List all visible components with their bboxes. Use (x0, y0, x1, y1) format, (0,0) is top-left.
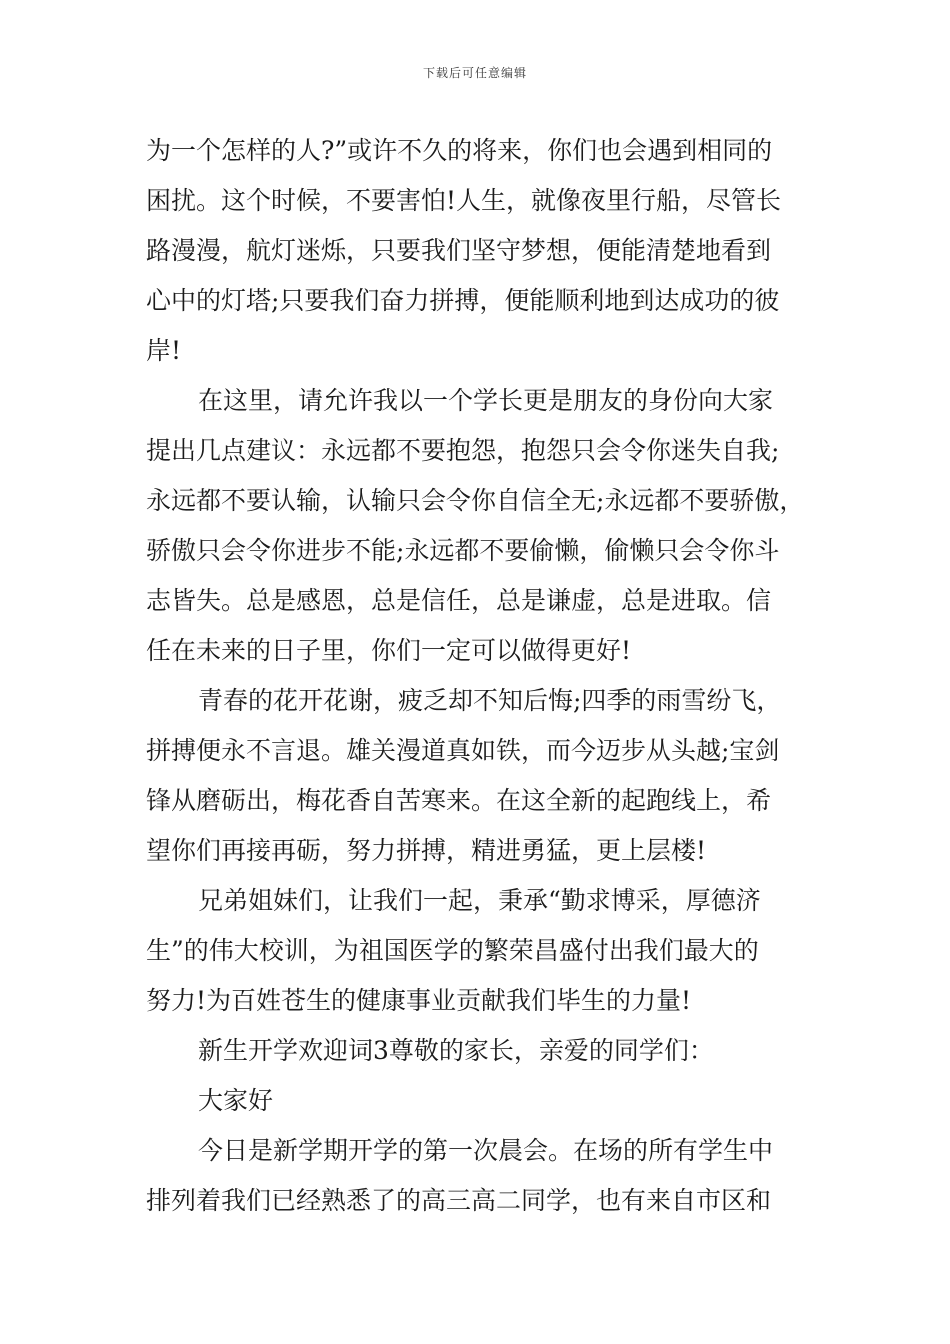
text-line: 路漫漫，航灯迷烁，只要我们坚守梦想，便能清楚地看到 (146, 236, 772, 265)
text-line: 排列着我们已经熟悉了的高三高二同学，也有来自市区和 (146, 1186, 772, 1215)
paragraph-start-line: 新生开学欢迎词3尊敬的家长，亲爱的同学们： (198, 1036, 714, 1065)
paragraph-start-line: 大家好 (198, 1086, 274, 1115)
paragraph-start-line: 兄弟姐妹们，让我们一起，秉承“勤求博采，厚德济 (198, 886, 761, 915)
text-line: 骄傲只会令你进步不能;永远都不要偷懒，偷懒只会令你斗 (146, 536, 780, 565)
paragraph-start-line: 青春的花开花谢，疲乏却不知后悔;四季的雨雪纷飞， (198, 686, 782, 715)
text-line: 提出几点建议：永远都不要抱怨，抱怨只会令你迷失自我; (146, 436, 780, 465)
text-line: 努力!为百姓苍生的健康事业贡献我们毕生的力量! (146, 986, 692, 1015)
page-header: 下载后可任意编辑 (422, 66, 527, 80)
text-line: 锋从磨砺出，梅花香自苦寒来。在这全新的起跑线上，希 (146, 786, 772, 815)
text-line: 为一个怎样的人?”或许不久的将来，你们也会遇到相同的 (146, 136, 773, 165)
document-body (146, 126, 811, 1226)
text-line: 困扰。这个时候，不要害怕!人生，就像夜里行船，尽管长 (146, 186, 782, 215)
text-line: 心中的灯塔;只要我们奋力拼搏，便能顺利地到达成功的彼 (146, 286, 780, 315)
paragraph-start-line: 在这里，请允许我以一个学长更是朋友的身份向大家 (198, 386, 774, 415)
text-line: 拼搏便永不言退。雄关漫道真如铁，而今迈步从头越;宝剑 (146, 736, 780, 765)
text-line: 望你们再接再砺，努力拼搏，精进勇猛，更上层楼! (146, 836, 707, 865)
text-line: 志皆失。总是感恩，总是信任，总是谦虚，总是进取。信 (146, 586, 772, 615)
paragraph-start-line: 今日是新学期开学的第一次晨会。在场的所有学生中 (198, 1136, 774, 1165)
text-line: 永远都不要认输，认输只会令你自信全无;永远都不要骄傲， (146, 486, 805, 515)
text-line: 生”的伟大校训，为祖国医学的繁荣昌盛付出我们最大的 (146, 936, 759, 965)
text-line: 岸! (146, 336, 182, 365)
text-line: 任在未来的日子里，你们一定可以做得更好! (146, 636, 632, 665)
